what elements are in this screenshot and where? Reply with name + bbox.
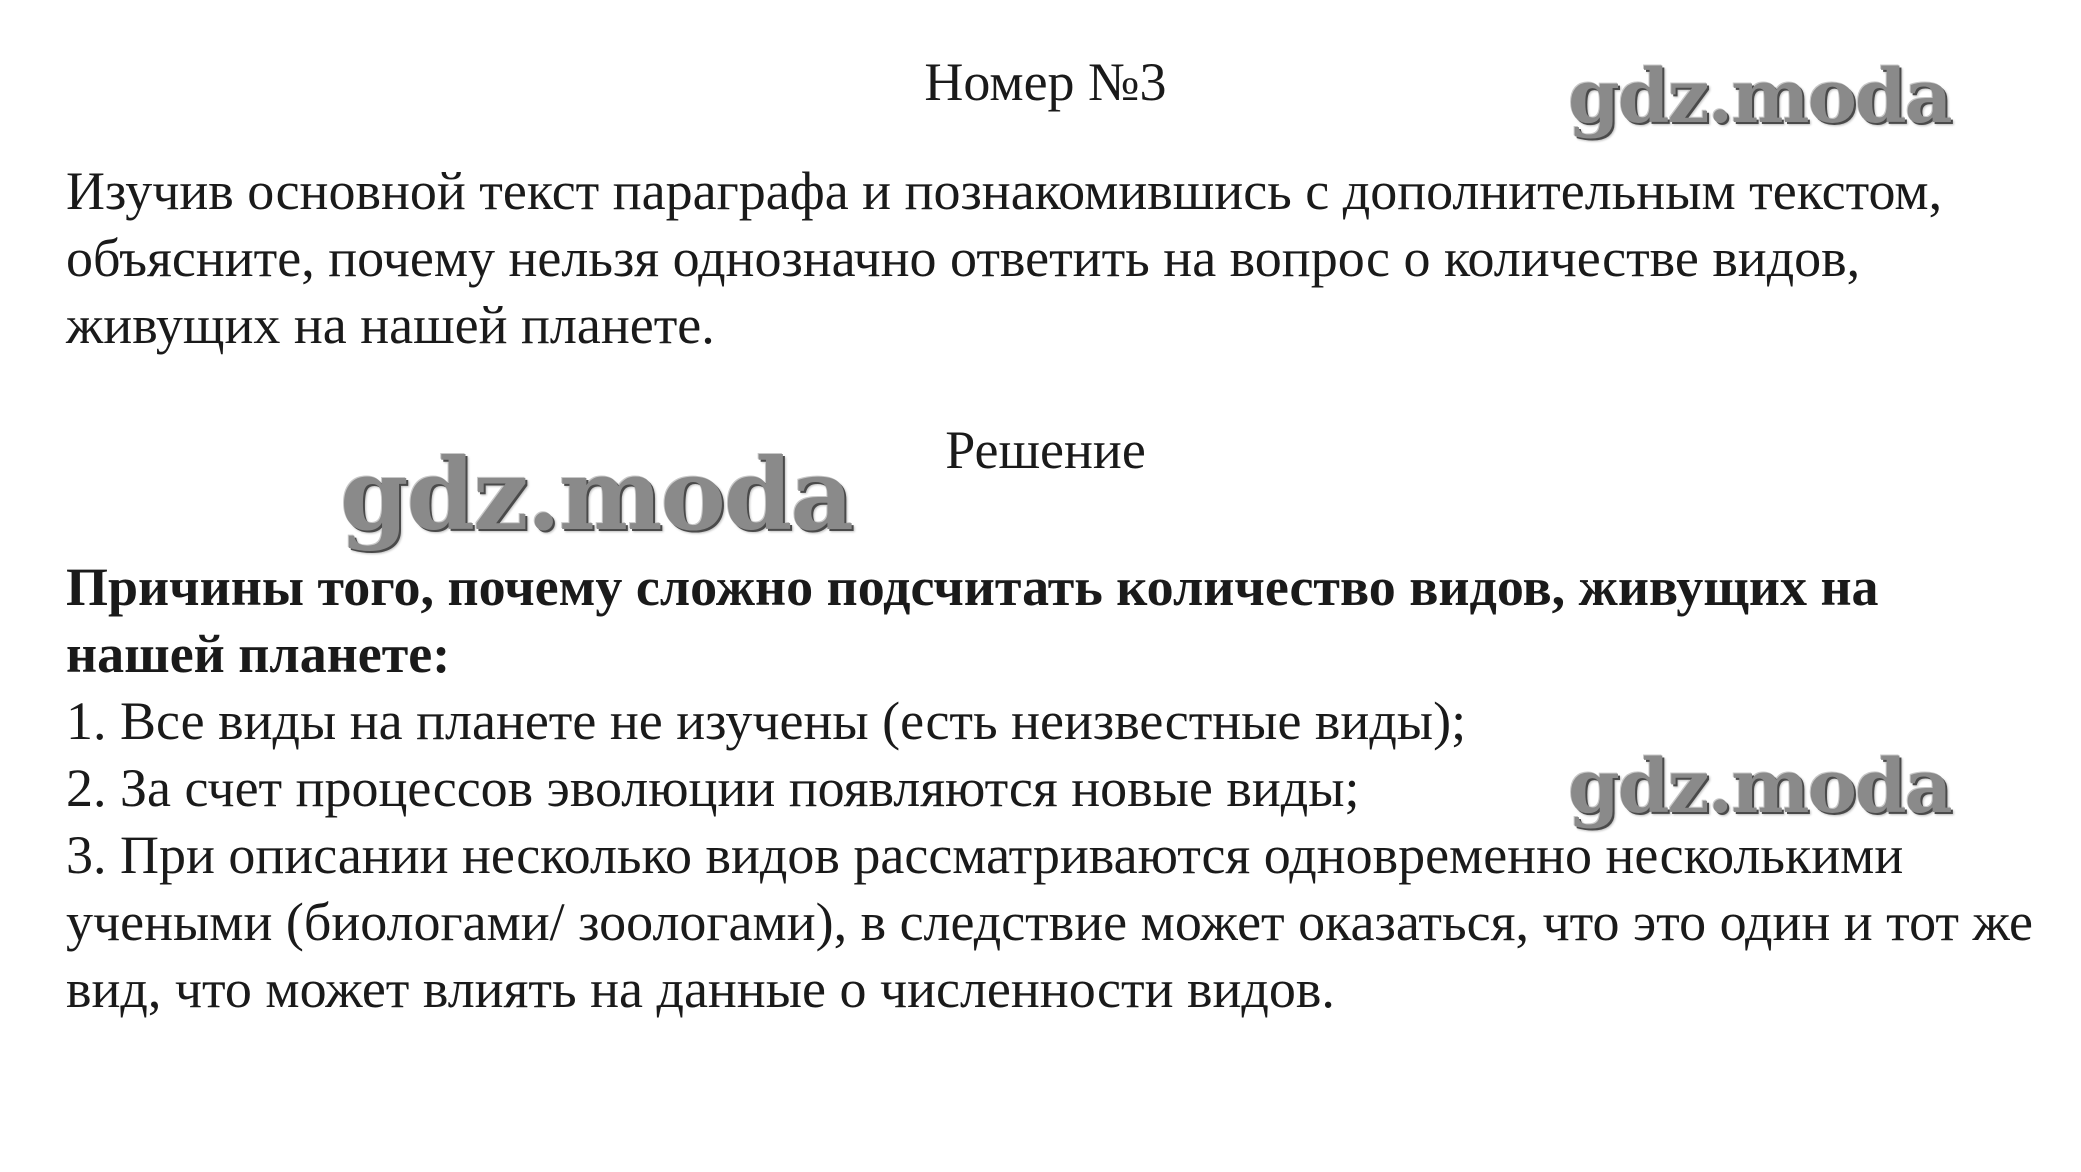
watermark-logo: gdz.moda xyxy=(340,438,852,553)
list-item: 2. За счет процессов эволюции появляются новые виды; xyxy=(66,758,1360,818)
question-text: Изучив основной текст параграфа и познакомившись с дополнительным текстом, объясните, почему нельзя однозначно ответить на вопрос о количестве видов, живущих на нашей планете. xyxy=(66,161,1943,355)
list-item: 3. При описании несколько видов рассматриваются одновременно несколькими учеными (биологами/ зоологами), в следствие может оказаться, что это один и тот же вид, что может влиять на данные о численности видов. xyxy=(66,825,2034,1019)
solution-heading: Решение xyxy=(945,420,1146,480)
list-item: 1. Все виды на планете не изучены (есть неизвестные виды); xyxy=(66,691,1467,751)
answer-block xyxy=(66,554,2046,1023)
watermark-logo: gdz.moda xyxy=(1568,744,1951,830)
task-title: Номер №3 xyxy=(924,52,1167,112)
answer-list xyxy=(66,688,2046,1023)
watermark-logo: gdz.moda xyxy=(1568,54,1951,140)
answer-heading: Причины того, почему сложно подсчитать количество видов, живущих на нашей планете: xyxy=(66,557,1879,684)
